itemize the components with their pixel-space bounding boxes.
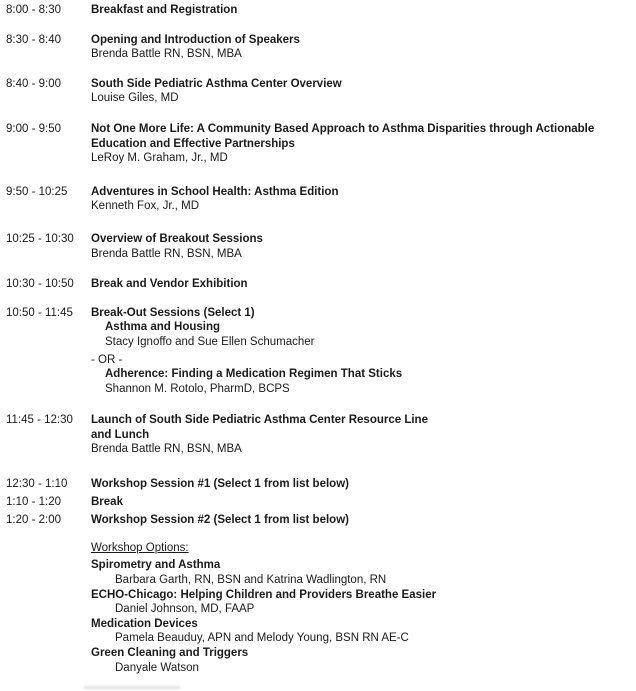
session-title: Launch of South Side Pediatric Asthma Center Resource Line <box>91 414 428 427</box>
time-range: 8:40 - 9:00 <box>6 77 61 90</box>
session-details <box>91 185 636 214</box>
speaker-name: Barbara Garth, RN, BSN and Katrina Wadlington, RN <box>115 574 387 587</box>
session-title: Adherence: Finding a Medication Regimen That Sticks <box>105 368 403 381</box>
session-title: Spirometry and Asthma <box>91 559 221 572</box>
session-details <box>91 495 636 510</box>
speaker-name: Kenneth Fox, Jr., MD <box>91 200 200 213</box>
schedule-row <box>6 413 636 457</box>
session-title: Overview of Breakout Sessions <box>91 232 263 245</box>
speaker-name: Pamela Beauduy, APN and Melody Young, BSN RN AE-C <box>115 632 409 645</box>
session-title: Break <box>91 495 123 508</box>
or-separator: - OR - <box>91 353 123 366</box>
schedule-row <box>6 185 636 214</box>
speaker-name: Danyale Watson <box>115 661 199 674</box>
schedule-row <box>6 3 636 18</box>
time-range: 10:50 - 11:45 <box>6 306 73 319</box>
session-title: Green Cleaning and Triggers <box>91 647 249 659</box>
session-details <box>91 541 636 675</box>
session-details <box>91 77 636 106</box>
session-title: Asthma and Housing <box>105 321 221 334</box>
session-details <box>91 513 636 528</box>
session-title: South Side Pediatric Asthma Center Overview <box>91 77 342 90</box>
session-title: Adventures in School Health: Asthma Edition <box>91 185 339 198</box>
cutoff-text-artifact <box>84 686 180 689</box>
schedule-row <box>6 277 636 292</box>
session-title: Break and Vendor Exhibition <box>91 278 248 291</box>
schedule-row <box>6 495 636 510</box>
schedule-row <box>6 306 636 397</box>
schedule-row <box>6 477 636 492</box>
session-title: Workshop Session #1 (Select 1 from list below) <box>91 478 349 491</box>
session-title: Workshop Session #2 (Select 1 from list below) <box>91 514 349 527</box>
session-details <box>91 33 636 62</box>
session-title: Not One More Life: A Community Based Approach to Asthma Disparities through Actionable <box>91 122 595 135</box>
session-details <box>91 277 636 292</box>
session-details <box>91 3 636 18</box>
time-range: 9:50 - 10:25 <box>6 185 68 198</box>
session-details <box>91 306 636 397</box>
session-details <box>91 122 636 166</box>
schedule-row <box>6 33 636 62</box>
speaker-name: Brenda Battle RN, BSN, MBA <box>91 48 242 61</box>
speaker-name: LeRoy M. Graham, Jr., MD <box>91 152 228 165</box>
session-title: Break-Out Sessions (Select 1) <box>91 306 255 319</box>
schedule-row <box>6 122 636 166</box>
workshop-options-heading: Workshop Options: <box>91 541 189 554</box>
time-range: 10:25 - 10:30 <box>6 232 74 245</box>
session-title: Education and Effective Partnerships <box>91 137 295 150</box>
time-range: 8:00 - 8:30 <box>6 4 61 16</box>
speaker-name: Daniel Johnson, MD, FAAP <box>115 603 255 616</box>
session-details <box>91 232 636 261</box>
speaker-name: Louise Giles, MD <box>91 92 179 105</box>
time-range: 12:30 - 1:10 <box>6 478 68 491</box>
speaker-name: Brenda Battle RN, BSN, MBA <box>91 443 242 456</box>
schedule-row <box>6 541 636 675</box>
session-title: Breakfast and Registration <box>91 4 238 16</box>
session-title: ECHO-Chicago: Helping Children and Providers Breathe Easier <box>91 588 437 601</box>
time-range: 9:00 - 9:50 <box>6 122 61 135</box>
time-range: 11:45 - 12:30 <box>6 414 73 427</box>
schedule-row <box>6 513 636 528</box>
time-range: 1:10 - 1:20 <box>6 495 61 508</box>
session-title: Medication Devices <box>91 617 198 630</box>
speaker-name: Stacy Ignoffo and Sue Ellen Schumacher <box>105 335 315 348</box>
session-details <box>91 477 636 492</box>
schedule-row <box>6 77 636 106</box>
session-title: and Lunch <box>91 428 150 441</box>
time-range: 8:30 - 8:40 <box>6 33 61 46</box>
schedule-row <box>6 232 636 261</box>
speaker-name: Shannon M. Rotolo, PharmD, BCPS <box>105 382 290 395</box>
session-details <box>91 413 636 457</box>
session-title: Opening and Introduction of Speakers <box>91 33 300 46</box>
speaker-name: Brenda Battle RN, BSN, MBA <box>91 247 242 260</box>
time-range: 10:30 - 10:50 <box>6 278 74 291</box>
time-range: 1:20 - 2:00 <box>6 514 61 527</box>
